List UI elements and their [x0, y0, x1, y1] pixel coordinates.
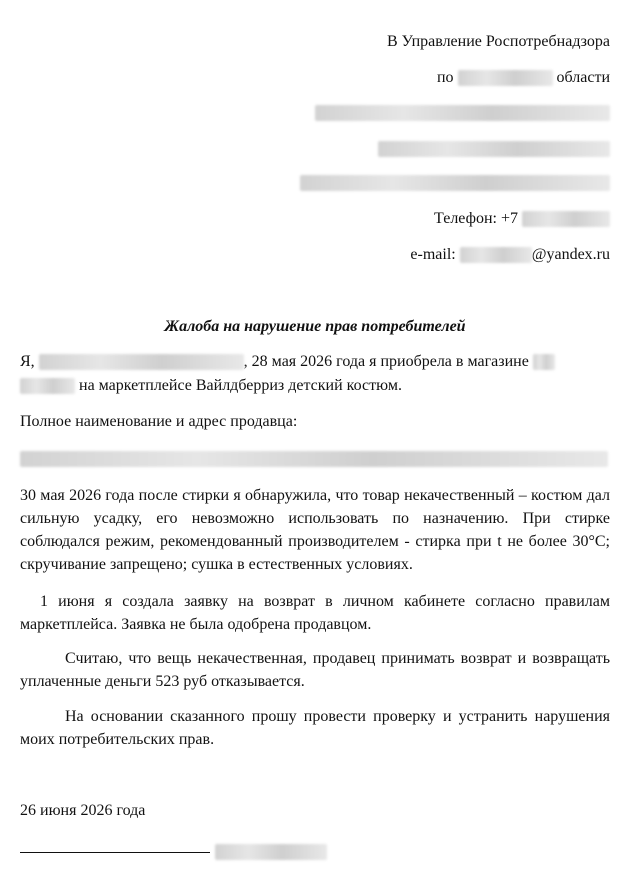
- redacted-region: [458, 70, 553, 86]
- redacted-signature-name: [215, 842, 327, 862]
- redacted-block: [315, 105, 610, 121]
- email-domain: @yandex.ru: [531, 246, 610, 263]
- redacted-sender-address-1: [378, 139, 610, 159]
- p1-mid: , 28 мая 2026 года я приобрела в магазине: [243, 353, 529, 370]
- redacted-store-name: [533, 354, 555, 370]
- redacted-block: [215, 844, 327, 860]
- phone-label: Телефон: +7: [434, 210, 518, 227]
- paragraph-3: 1 июня я создала заявку на возврат в личном кабинете согласно правилам маркетплейса. Заявка не была одобрена продавцом.: [20, 593, 610, 633]
- redacted-sender-address-2: [300, 173, 610, 193]
- addressee-line-1: В Управление Роспотребнадзора: [386, 33, 610, 50]
- paragraph-4: Считаю, что вещь некачественная, продавец принимать возврат и возвращать уплаченные деньги 523 руб отказывается.: [20, 650, 610, 690]
- email-label: e-mail:: [410, 246, 456, 263]
- paragraph-1-line-1: [20, 352, 555, 372]
- p1-end: на маркетплейсе Вайлдберриз детский костюм.: [79, 377, 402, 394]
- addressee-region-line: [437, 68, 610, 88]
- signature-line: [20, 852, 210, 853]
- redacted-author-name: [39, 354, 244, 370]
- redacted-sender-name: [315, 103, 610, 123]
- paragraph-5: На основании сказанного прошу провести проверку и устранить нарушения моих потребительских прав.: [20, 708, 610, 748]
- redacted-store-name-cont: [20, 378, 75, 394]
- phone-line: [434, 209, 610, 229]
- redacted-block: [300, 175, 610, 191]
- document-title: Жалоба на нарушение прав потребителей: [164, 318, 466, 335]
- seller-label: Полное наименование и адрес продавца:: [20, 413, 298, 430]
- paragraph-1-line-2: [20, 376, 402, 396]
- redacted-email-user: [460, 247, 532, 263]
- paragraph-2: 30 мая 2026 года после стирки я обнаружила, что товар некачественный – костюм дал сильную усадку, его невозможно использовать по назначению. При стирке соблюдался режим, рекомендованный производителем - стирка при t не более 30°С; скручивание запрещено; сушка в естественных условиях.: [20, 487, 610, 573]
- region-suffix: области: [556, 69, 610, 86]
- redacted-seller-details: [20, 449, 608, 469]
- p1-start: Я,: [20, 353, 35, 370]
- region-prefix: по: [436, 69, 454, 86]
- email-line: [410, 245, 610, 265]
- redacted-block: [378, 141, 610, 157]
- document-date: 26 июня 2026 года: [20, 802, 146, 819]
- redacted-phone: [522, 211, 610, 227]
- redacted-block: [20, 451, 608, 467]
